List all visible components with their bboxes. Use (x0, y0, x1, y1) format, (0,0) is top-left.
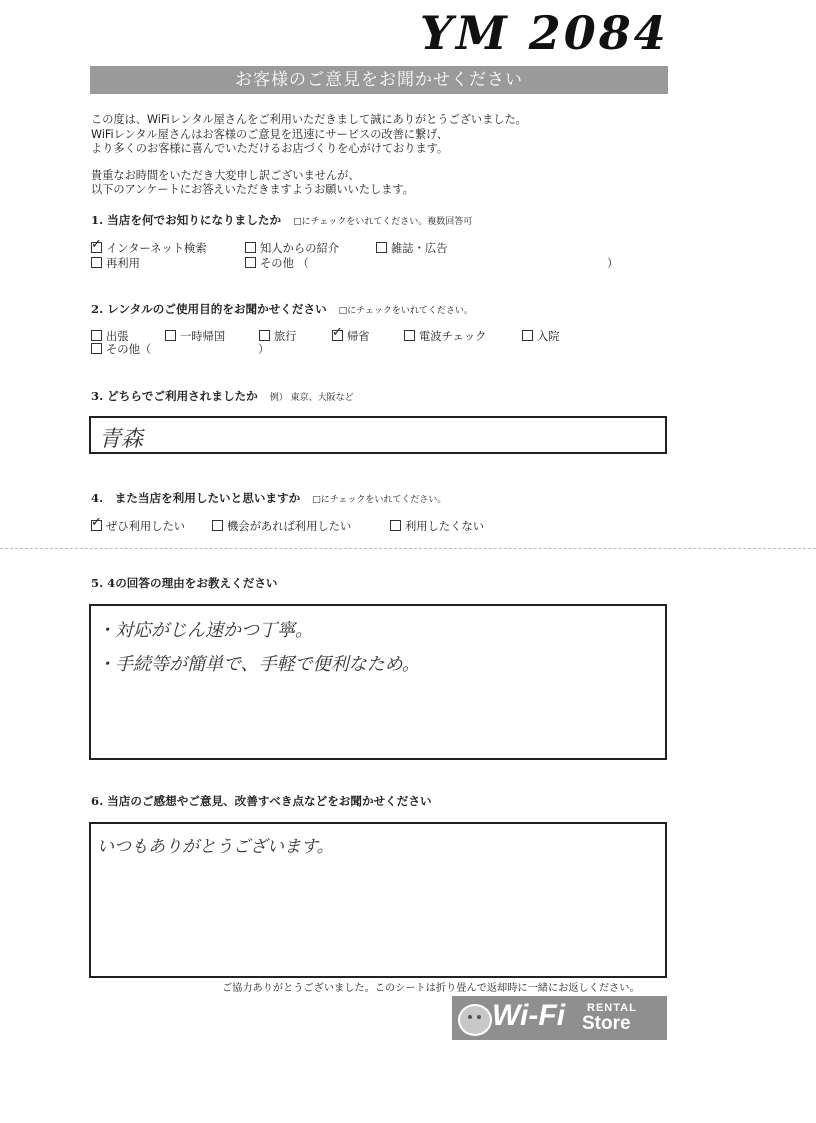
option-label: その他 （ (260, 257, 309, 270)
intro-line-3: より多くのお客様に喜んでいただけるお店づくりを心がけております。 (91, 142, 449, 155)
question-4-text: 4. また当店を利用したいと思いますか (91, 491, 301, 505)
option-label: ぜひ利用したい (106, 520, 186, 533)
option-label: 出張 (106, 330, 129, 343)
option-label: 雑誌・広告 (391, 242, 448, 255)
checkbox[interactable] (245, 242, 256, 253)
question-3-example: 例） 東京、大阪など (269, 393, 354, 403)
handwritten-document-id: YM 2084 (420, 6, 669, 60)
checkbox[interactable] (165, 330, 176, 341)
q2-option-hospital[interactable] (522, 328, 560, 344)
option-label: 知人からの紹介 (260, 242, 340, 255)
checkbox[interactable] (522, 330, 533, 341)
intro-line-2: WiFiレンタル屋さんはお客様のご意見を迅速にサービスの改善に繋げ、 (91, 128, 449, 141)
q6-handwritten-answer: いつもありがとうございます。 (97, 837, 334, 857)
checkbox[interactable] (376, 242, 387, 253)
question-5-label: 5. 4の回答の理由をお教えください (91, 576, 278, 590)
checkbox-checked[interactable] (91, 242, 102, 253)
q3-answer-field[interactable] (89, 416, 667, 454)
checkbox[interactable] (390, 520, 401, 531)
option-label: 機会があれば利用したい (227, 520, 352, 533)
option-label: 再利用 (106, 257, 140, 270)
option-label: その他（ (106, 343, 152, 356)
checkbox[interactable] (245, 257, 256, 268)
question-3-text: 3. どちらでご利用されましたか (91, 389, 258, 403)
q5-answer-field[interactable] (89, 604, 667, 760)
q2-other-close-paren: ） (258, 343, 270, 356)
checkbox[interactable] (91, 257, 102, 268)
question-2-label (91, 301, 473, 317)
q4-option-definitely[interactable] (91, 518, 185, 534)
q2-option-signal-check[interactable] (404, 328, 486, 344)
intro-line-5: 以下のアンケートにお答えいただきますようお願いいたします。 (91, 183, 414, 196)
q2-option-homecoming[interactable] (332, 328, 370, 344)
checkbox[interactable] (212, 520, 223, 531)
survey-title: お客様のご意見をお聞かせください (90, 66, 668, 94)
option-label: 入院 (537, 330, 560, 343)
fold-line (0, 548, 816, 549)
intro-line-4: 貴重なお時間をいただき大変申し訳ございませんが、 (91, 169, 360, 182)
checkbox[interactable] (259, 330, 270, 341)
option-label: 旅行 (274, 330, 297, 343)
question-4-note: □にチェックをいれてください。 (312, 495, 447, 505)
option-label: 電波チェック (419, 330, 487, 343)
question-2-text: 2. レンタルのご使用目的をお聞かせください (91, 302, 327, 316)
q1-option-internet[interactable] (91, 240, 207, 256)
logo-wifi-text: Wi-Fi (492, 999, 566, 1032)
q5-handwritten-line-1: ・対応がじん速かつ丁寧。 (97, 620, 313, 641)
q1-other-close-paren: ） (607, 257, 619, 270)
q1-option-other[interactable] (245, 255, 309, 271)
mascot-icon (458, 1004, 492, 1036)
checkbox[interactable] (91, 330, 102, 341)
option-label: 帰省 (347, 330, 370, 343)
checkbox[interactable] (404, 330, 415, 341)
option-label: 利用したくない (405, 520, 485, 533)
wifi-rental-store-logo (452, 996, 667, 1040)
footer-thanks-text: ご協力ありがとうございました。このシートは折り畳んで返却時に一緒にお返しください。 (222, 983, 640, 994)
logo-rental-text: RENTAL (587, 1002, 637, 1014)
question-1-text: 1. 当店を何でお知りになりましたか (91, 213, 282, 227)
q2-option-other[interactable] (91, 341, 151, 357)
q4-option-no[interactable] (390, 518, 484, 534)
question-1-label (91, 212, 472, 228)
q1-option-referral[interactable] (245, 240, 339, 256)
q5-handwritten-line-2: ・手続等が簡単で、手軽で便利なため。 (97, 654, 420, 675)
option-label: インターネット検索 (106, 242, 207, 255)
logo-store-text: Store (582, 1013, 631, 1034)
q2-option-temporary-return[interactable] (165, 328, 225, 344)
q1-option-reuse[interactable] (91, 255, 140, 271)
checkbox-checked[interactable] (91, 520, 102, 531)
question-6-label: 6. 当店のご感想やご意見、改善すべき点などをお聞かせください (91, 794, 432, 808)
question-3-label (91, 388, 354, 404)
option-label: 一時帰国 (180, 330, 226, 343)
q4-option-if-chance[interactable] (212, 518, 351, 534)
q1-option-magazine[interactable] (376, 240, 448, 256)
question-1-note: □にチェックをいれてください。複数回答可 (293, 217, 473, 227)
q3-handwritten-answer: 青森 (99, 427, 144, 452)
intro-line-1: この度は、WiFiレンタル屋さんをご利用いただきまして誠にありがとうございました。 (91, 113, 527, 126)
question-4-label (91, 490, 446, 506)
question-2-note: □にチェックをいれてください。 (338, 306, 473, 316)
checkbox-checked[interactable] (332, 330, 343, 341)
checkbox[interactable] (91, 343, 102, 354)
q6-answer-field[interactable] (89, 822, 667, 978)
